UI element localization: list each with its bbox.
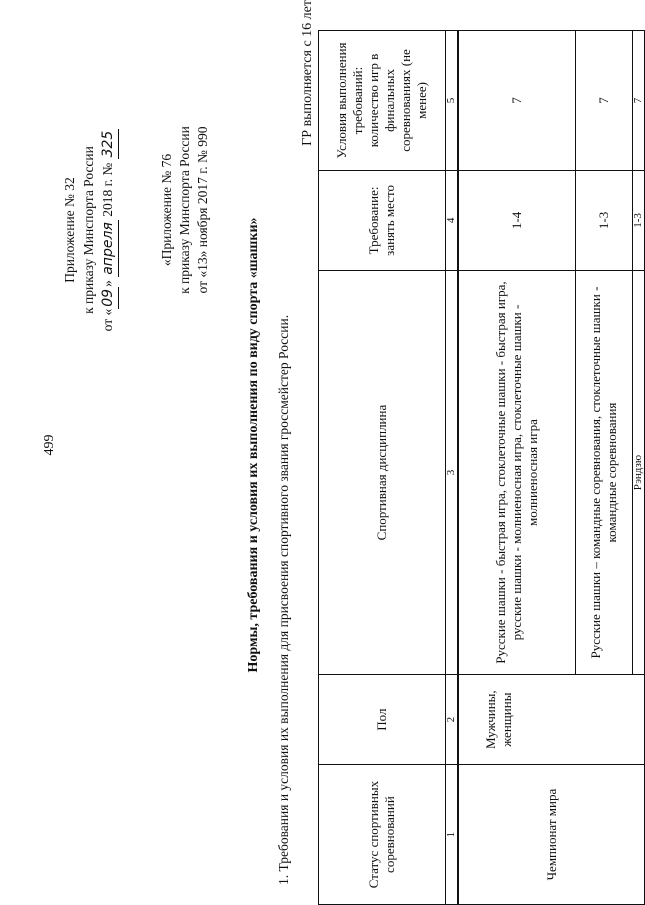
handwritten-number: 325 — [99, 129, 119, 160]
appendix-header — [60, 75, 119, 385]
header-place: Требование: занять место — [319, 170, 446, 270]
appendix-date: от «09» апреля 2018 г. № 325 — [98, 75, 119, 385]
column-numbers-row: 1 2 3 4 5 — [446, 31, 459, 905]
header-discipline: Спортивная дисциплина — [319, 270, 446, 674]
cell-place: 1-3 — [633, 170, 645, 270]
document-title: Нормы, требования и условия их выполнения по виду спорта «шашки» — [246, 217, 261, 673]
header-status: Статус спортивных соревнований — [319, 765, 446, 905]
age-note: ГР выполняется с 16 лет — [300, 0, 315, 146]
cell-discipline: Русские шашки – командные соревнования, стоклеточные шашки - командные соревнования — [576, 270, 633, 674]
table-header-row — [319, 31, 446, 905]
intro-paragraph: 1. Требования и условия их выполнения для присвоения спортивного звания гроссмейстер России. — [276, 314, 291, 885]
cell-games: 7 — [576, 31, 633, 171]
table-row — [458, 31, 576, 905]
page-number: 499 — [42, 434, 57, 456]
cell-discipline: Русские шашки - быстрая игра, стоклеточные шашки - быстрая игра, русские шашки - молниеносная игра, стоклеточные шашки - молниеносная игра — [458, 270, 576, 674]
cell-games: 7 — [633, 31, 645, 171]
handwritten-month: апреля — [99, 220, 119, 277]
handwritten-day: 09 — [99, 287, 119, 309]
norms-table — [318, 30, 645, 905]
previous-appendix: «Приложение № 76 к приказу Минспорта России от «13» ноября 2017 г. № 990 — [159, 126, 210, 294]
cell-status: Чемпионат мира — [458, 765, 645, 905]
cell-games: 7 — [458, 31, 576, 171]
header-gender: Пол — [319, 675, 446, 765]
cell-place: 1-3 — [576, 170, 633, 270]
appendix-number: Приложение № 32 — [62, 177, 77, 283]
header-games: Условия выполнения требований: количество игр в финальных соревнованиях (не менее) — [319, 31, 446, 171]
appendix-order: к приказу Минспорта России — [81, 146, 96, 314]
cell-place: 1-4 — [458, 170, 576, 270]
cell-discipline: Рэндзю — [633, 270, 645, 674]
cell-gender: Мужчины, женщины — [458, 675, 645, 765]
